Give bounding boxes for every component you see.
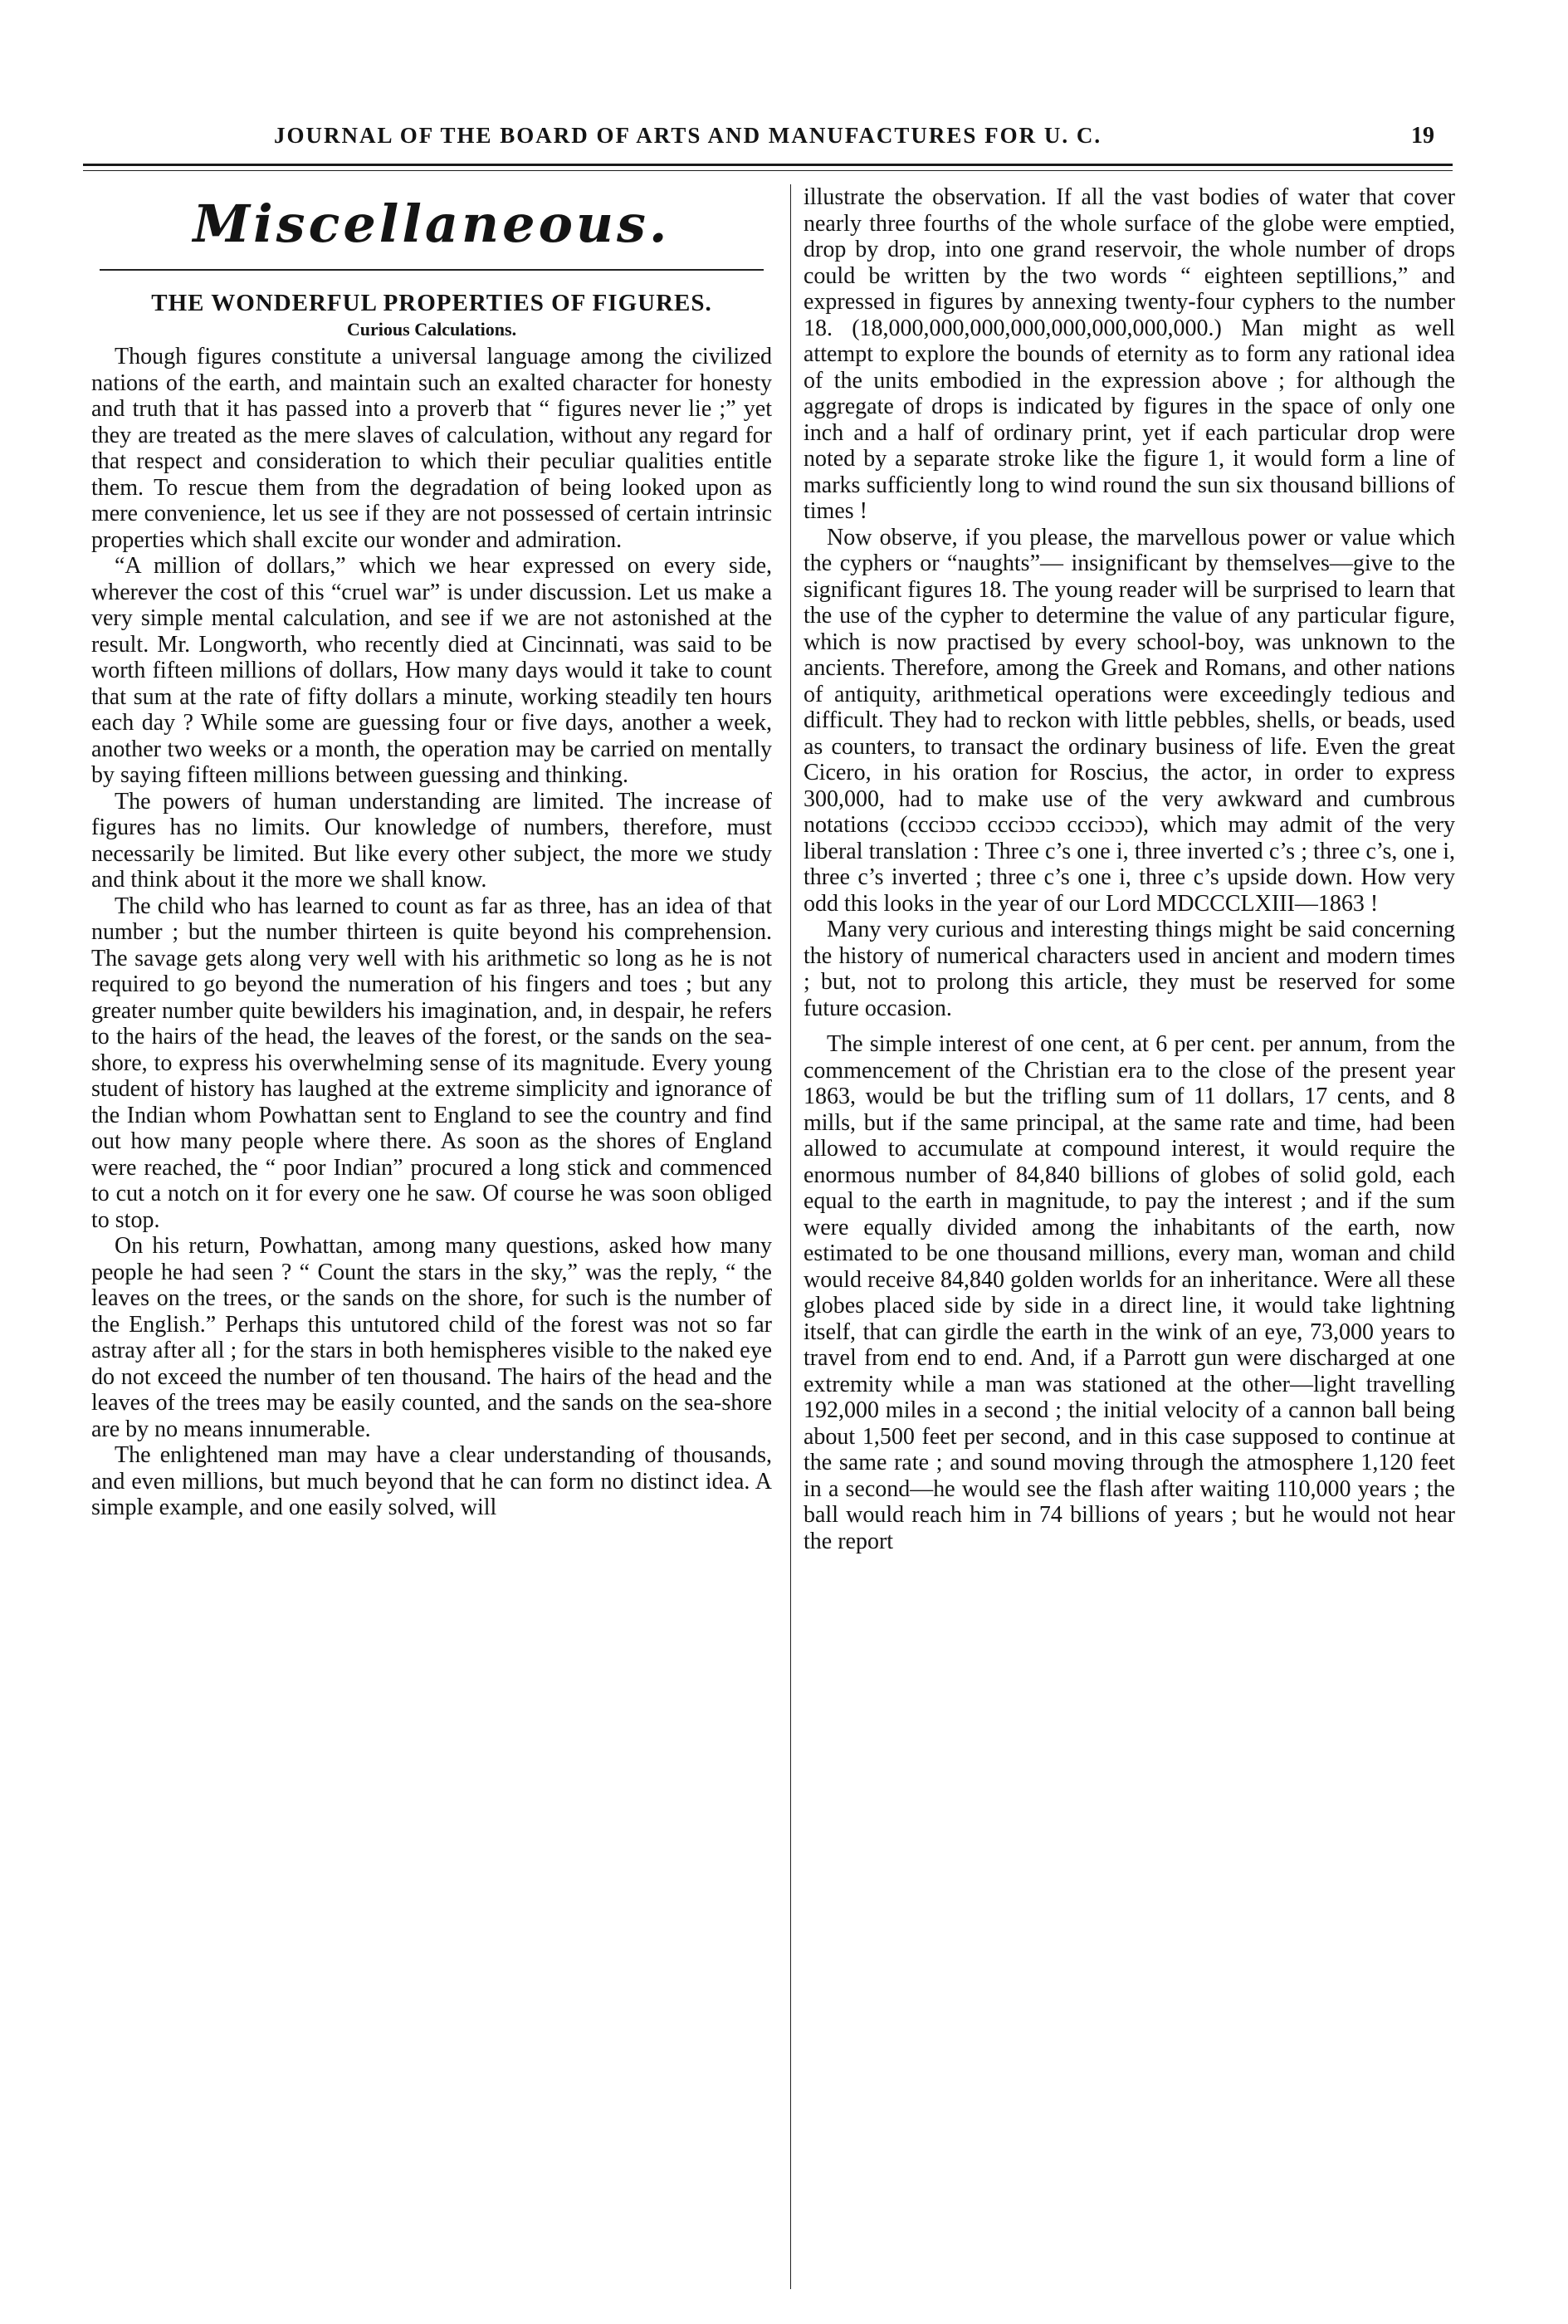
column-divider xyxy=(790,184,791,2289)
running-head: JOURNAL OF THE BOARD OF ARTS AND MANUFACTURES FOR U. C. xyxy=(274,123,1102,148)
paragraph: The powers of human understanding are limited. The increase of figures has no limits. Our knowledge of numbers, therefore, must necessarily be limited. But like every other subject, the more we study and think about it the more we shall know. xyxy=(91,788,772,893)
paragraph: The simple interest of one cent, at 6 per cent. per annum, from the commencement of the Christian era to the close of the present year 1863, would be but the trifling sum of 11 dollars, 17 cents, and 8 mills, but if the same principal, at the same rate and time, had been allowed to accumulate at compound interest, it would require the enormous number of 84,840 billions of globes of solid gold, each equal to the earth in magnitude, to pay the interest ; and if the sum were equally divided among the inhabitants of the earth, now estimated to be one thousand millions, every man, woman and child would receive 84,840 golden worlds for an inheritance. Were all these globes placed side by side in a direct line, it would take lightning itself, that can girdle the earth in the wink of an eye, 73,000 years to travel from end to end. And, if a Parrott gun were discharged at one extremity while a man was stationed at the other—light travelling 192,000 miles in a second ; the initial velocity of a cannon ball being about 1,500 feet per second, and in this case supposed to continue at the same rate ; and sound moving through the atmosphere 1,120 feet in a second—he would see the flash after waiting 110,000 years ; the ball would reach him in 74 billions of years ; but he would not hear the report xyxy=(804,1031,1455,1554)
page-number: 19 xyxy=(1411,123,1434,149)
article-title: THE WONDERFUL PROPERTIES OF FIGURES. xyxy=(151,290,712,316)
paragraph: The enlightened man may have a clear understanding of thousands, and even millions, but much beyond that he can form no distinct idea. A simple example, and one easily solved, will xyxy=(91,1442,772,1520)
section-heading: Miscellaneous. xyxy=(193,193,671,254)
section-heading-rule xyxy=(100,269,764,271)
paragraph: The child who has learned to count as far as three, has an idea of that number ; but the number thirteen is quite beyond his comprehension. The savage gets along very well with his arithmetic so long as he is not required to go beyond the numeration of his fingers and toes ; but any greater number quite bewilders his imagination, and, in despair, he refers to the hairs of the head, the leaves of the forest, or the sands on the sea-shore, to express his overwhelming sense of its magnitude. Every young student of history has laughed at the extreme simplicity and ignorance of the Indian whom Powhattan sent to England to see the country and find out how many people where there. As soon as the shores of England were reached, the “ poor Indian” procured a long stick and commenced to cut a notch on it for every one he saw. Of course he was soon obliged to stop. xyxy=(91,893,772,1233)
left-column xyxy=(91,184,772,2289)
right-column xyxy=(804,184,1455,2289)
paragraph: Many very curious and interesting things might be said concerning the history of numerical characters used in ancient and modern times ; but, not to prolong this article, they must be reserved for some future occasion. xyxy=(804,917,1455,1021)
article-subtitle: Curious Calculations. xyxy=(346,319,517,340)
header-rule-thin xyxy=(83,170,1453,171)
paragraph: “A million of dollars,” which we hear expressed on every side, wherever the cost of this “cruel war” is under discussion. Let us make a very simple mental calculation, and see if we are not astonished at the result. Mr. Longworth, who recently died at Cincinnati, was said to be worth fifteen millions of dollars, How many days would it take to count that sum at the rate of fifty dollars a minute, working steadily ten hours each day ? While some are guessing four or five days, another a week, another two weeks or a month, the operation may be carried on mentally by saying fifteen millions between guessing and thinking. xyxy=(91,553,772,788)
paragraph: On his return, Powhattan, among many questions, asked how many people he had seen ? “ Count the stars in the sky,” was the reply, “ the leaves on the trees, or the sands on the shore, for such is the number of the English.” Perhaps this untutored child of the forest was not so far astray after all ; for the stars in both hemispheres visible to the naked eye do not exceed the number of ten thousand. The hairs of the head and the leaves of the trees may be easily counted, and the sands on the sea-shore are by no means innumerable. xyxy=(91,1233,772,1442)
header-rule-thick xyxy=(83,164,1453,166)
paragraph: illustrate the observation. If all the vast bodies of water that cover nearly three fourths of the whole surface of the globe were emptied, drop by drop, into one grand reservoir, the whole number of drops could be written by the two words “ eighteen septillions,” and expressed in figures by annexing twenty-four cyphers to the number 18. (18,000,000,000,000,000,000,000,000.) Man might as well attempt to explore the bounds of eternity as to form any rational idea of the units embodied in the expression above ; for although the aggregate of drops is indicated by figures in the space of only one inch and a half of ordinary print, yet if each particular drop were noted by a separate stroke like the figure 1, it would form a line of marks sufficiently long to wind round the sun six thousand billions of times ! xyxy=(804,184,1455,524)
paragraph: Now observe, if you please, the marvellous power or value which the cyphers or “naughts”— insignificant by themselves—give to the significant figures 18. The young reader will be surprised to learn that the use of the cypher to determine the value of any particular figure, which is now practised by every school-boy, was unknown to the ancients. Therefore, among the Greek and Romans, and other nations of antiquity, arithmetical operations were exceedingly tedious and difficult. They had to reckon with little pebbles, shells, or beads, used as counters, to transact the ordinary business of life. Even the great Cicero, in his oration for Roscius, the actor, in order to express 300,000, had to make use of the very awkward and cumbrous notations (ccciɔɔɔ ccciɔɔɔ ccciɔɔɔ), which may admit of the very liberal translation : Three c’s one i, three inverted c’s ; three c’s, one i, three c’s inverted ; three c’s one i, three c’s upside down. How very odd this looks in the year of our Lord MDCCCLXIII—1863 ! xyxy=(804,524,1455,917)
paragraph: Though figures constitute a universal language among the civilized nations of the earth, and maintain such an exalted character for honesty and truth that it has passed into a proverb that “ figures never lie ;” yet they are treated as the mere slaves of calculation, without any regard for that respect and consideration to which their peculiar qualities entitle them. To rescue them from the degradation of being looked upon as mere convenience, let us see if they are not possessed of certain intrinsic properties which shall excite our wonder and admiration. xyxy=(91,344,772,553)
